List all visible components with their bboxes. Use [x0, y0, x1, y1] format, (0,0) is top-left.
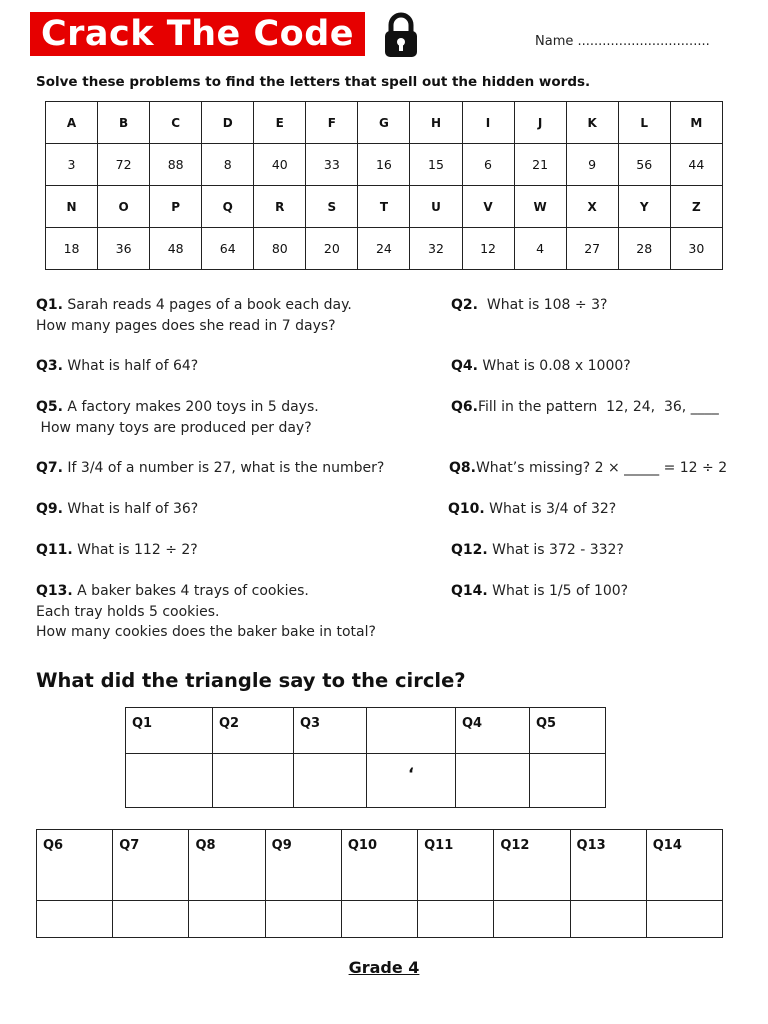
grade-label: Grade 4: [348, 958, 420, 977]
answer-grid-bottom: [36, 829, 723, 938]
question-text: What is 372 - 332?: [492, 542, 624, 558]
question-q8: [449, 458, 727, 479]
riddle-question: What did the triangle say to the circle?: [36, 669, 466, 692]
question-q4: [451, 356, 631, 377]
value-cell: 44: [670, 144, 722, 186]
question-number: Q7.: [36, 460, 63, 476]
letter-cell: G: [358, 102, 410, 144]
letter-cell: H: [410, 102, 462, 144]
code-key-table: [45, 101, 723, 270]
answer-header-q2: Q2: [213, 708, 294, 754]
question-q2: [451, 295, 607, 316]
value-cell: 21: [514, 144, 566, 186]
question-number: Q11.: [36, 542, 73, 558]
letter-cell: B: [98, 102, 150, 144]
letter-cell: Y: [618, 186, 670, 228]
value-cell: 48: [150, 228, 202, 270]
code-row-values-1: [46, 144, 723, 186]
question-text: How many toys are produced per day?: [36, 419, 312, 436]
question-text: A factory makes 200 toys in 5 days.: [67, 399, 319, 415]
question-text: What is 108 ÷ 3?: [486, 297, 608, 313]
answer-box-q9[interactable]: [265, 900, 341, 937]
value-cell: 28: [618, 228, 670, 270]
answer-input-row: [126, 753, 606, 807]
answer-header-q3: Q3: [294, 708, 367, 754]
answer-box-q4[interactable]: [456, 753, 530, 807]
answer-box-q1[interactable]: [126, 753, 213, 807]
value-cell: 24: [358, 228, 410, 270]
question-q13: [36, 581, 376, 643]
question-q1: [36, 295, 352, 336]
question-q11: [36, 540, 198, 561]
answer-box-q3[interactable]: [294, 753, 367, 807]
letter-cell: W: [514, 186, 566, 228]
value-cell: 36: [98, 228, 150, 270]
question-number: Q3.: [36, 358, 63, 374]
letter-cell: S: [306, 186, 358, 228]
code-row-letters-2: [46, 186, 723, 228]
letter-cell: K: [566, 102, 618, 144]
question-q7: [36, 458, 384, 479]
answer-header-q4: Q4: [456, 708, 530, 754]
letter-cell: C: [150, 102, 202, 144]
value-cell: 56: [618, 144, 670, 186]
question-text: What is 1/5 of 100?: [492, 583, 629, 599]
worksheet-title-banner: [30, 12, 365, 56]
question-text: How many cookies does the baker bake in total?: [36, 624, 376, 640]
letter-cell: I: [462, 102, 514, 144]
letter-cell: D: [202, 102, 254, 144]
letter-cell: X: [566, 186, 618, 228]
answer-box-q5[interactable]: [530, 753, 606, 807]
value-cell: 18: [46, 228, 98, 270]
letter-cell: V: [462, 186, 514, 228]
letter-cell: Z: [670, 186, 722, 228]
value-cell: 6: [462, 144, 514, 186]
answer-header-q14: Q14: [646, 830, 722, 901]
letter-cell: N: [46, 186, 98, 228]
letter-cell: Q: [202, 186, 254, 228]
code-row-letters-1: [46, 102, 723, 144]
value-cell: 20: [306, 228, 358, 270]
answer-box-q2[interactable]: [213, 753, 294, 807]
value-cell: 16: [358, 144, 410, 186]
value-cell: 30: [670, 228, 722, 270]
question-q5: [36, 397, 319, 438]
answer-header-q13: Q13: [570, 830, 646, 901]
question-number: Q8.: [449, 460, 476, 476]
lock-icon: [382, 12, 420, 58]
apostrophe-mark: ‘: [407, 763, 415, 783]
question-number: Q9.: [36, 501, 63, 517]
value-cell: 8: [202, 144, 254, 186]
question-text: Each tray holds 5 cookies.: [36, 603, 220, 620]
question-q14: [451, 581, 628, 602]
value-cell: 80: [254, 228, 306, 270]
answer-box-q7[interactable]: [113, 900, 189, 937]
question-number: Q4.: [451, 358, 478, 374]
apostrophe-cell: [367, 753, 456, 807]
question-text: Sarah reads 4 pages of a book each day.: [67, 297, 352, 313]
value-cell: 4: [514, 228, 566, 270]
question-q9: [36, 499, 198, 520]
question-number: Q2.: [451, 297, 478, 313]
answer-box-q10[interactable]: [341, 900, 417, 937]
question-text: Fill in the pattern 12, 24, 36, ____: [477, 399, 719, 415]
answer-header-q10: Q10: [341, 830, 417, 901]
letter-cell: U: [410, 186, 462, 228]
question-text: What is 112 ÷ 2?: [77, 542, 198, 558]
value-cell: 40: [254, 144, 306, 186]
answer-box-q6[interactable]: [37, 900, 113, 937]
value-cell: 15: [410, 144, 462, 186]
answer-header-q5: Q5: [530, 708, 606, 754]
answer-header-q1: Q1: [126, 708, 213, 754]
answer-header-q9: Q9: [265, 830, 341, 901]
answer-box-q11[interactable]: [418, 900, 494, 937]
letter-cell: E: [254, 102, 306, 144]
question-text: A baker bakes 4 trays of cookies.: [77, 583, 309, 599]
value-cell: 9: [566, 144, 618, 186]
answer-header-q11: Q11: [418, 830, 494, 901]
question-number: Q13.: [36, 583, 73, 599]
letter-cell: L: [618, 102, 670, 144]
value-cell: 32: [410, 228, 462, 270]
answer-box-q8[interactable]: [189, 900, 265, 937]
answer-header-blank: [367, 708, 456, 754]
answer-box-q14[interactable]: [646, 900, 722, 937]
instructions: Solve these problems to find the letters that spell out the hidden words.: [36, 74, 591, 90]
value-cell: 27: [566, 228, 618, 270]
answer-header-q8: Q8: [189, 830, 265, 901]
answer-header-row: [37, 830, 723, 901]
question-number: Q14.: [451, 583, 488, 599]
question-text: What is half of 64?: [67, 358, 199, 374]
value-cell: 33: [306, 144, 358, 186]
value-cell: 72: [98, 144, 150, 186]
letter-cell: M: [670, 102, 722, 144]
value-cell: 64: [202, 228, 254, 270]
answer-header-q7: Q7: [113, 830, 189, 901]
question-text: What’s missing? 2 × _____ = 12 ÷ 2: [475, 460, 728, 476]
question-number: Q12.: [451, 542, 488, 558]
answer-input-row: [37, 900, 723, 937]
question-number: Q1.: [36, 297, 63, 313]
question-text: If 3/4 of a number is 27, what is the number?: [67, 460, 385, 476]
worksheet-title: Crack The Code: [40, 14, 354, 54]
question-text: How many pages does she read in 7 days?: [36, 317, 336, 334]
question-q3: [36, 356, 198, 377]
question-number: Q5.: [36, 399, 63, 415]
letter-cell: R: [254, 186, 306, 228]
value-cell: 88: [150, 144, 202, 186]
question-q6: [451, 397, 719, 418]
value-cell: 12: [462, 228, 514, 270]
letter-cell: T: [358, 186, 410, 228]
letter-cell: P: [150, 186, 202, 228]
answer-header-q12: Q12: [494, 830, 570, 901]
letter-cell: O: [98, 186, 150, 228]
answer-box-q12[interactable]: [494, 900, 570, 937]
answer-box-q13[interactable]: [570, 900, 646, 937]
question-text: What is half of 36?: [67, 501, 199, 517]
question-q10: [448, 499, 616, 520]
code-row-values-2: [46, 228, 723, 270]
question-text: What is 3/4 of 32?: [489, 501, 617, 517]
letter-cell: F: [306, 102, 358, 144]
answer-header-q6: Q6: [37, 830, 113, 901]
letter-cell: J: [514, 102, 566, 144]
question-number: Q6.: [451, 399, 478, 415]
question-number: Q10.: [448, 501, 485, 517]
name-field: Name ................................: [535, 34, 710, 49]
value-cell: 3: [46, 144, 98, 186]
answer-grid-top: [125, 707, 606, 808]
answer-header-row: [126, 708, 606, 754]
question-q12: [451, 540, 624, 561]
letter-cell: A: [46, 102, 98, 144]
question-text: What is 0.08 x 1000?: [482, 358, 631, 374]
